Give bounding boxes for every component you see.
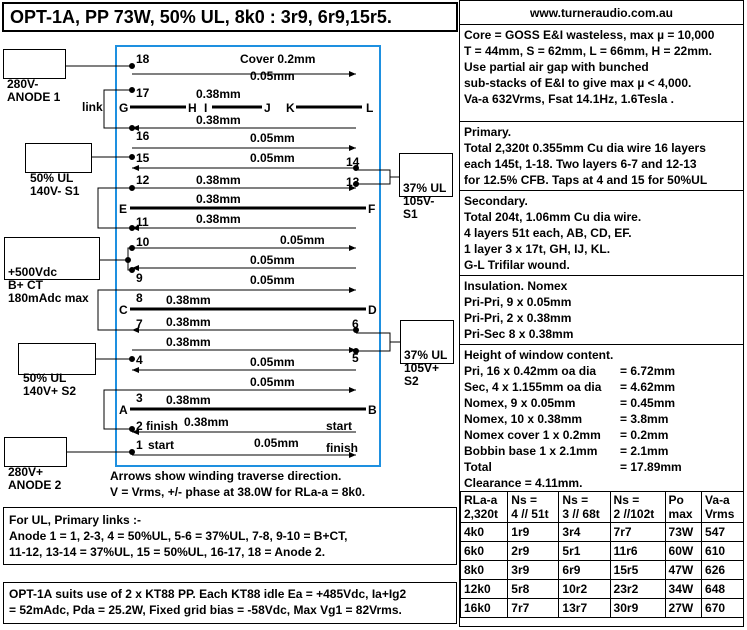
table-cell: 2r9	[508, 542, 559, 561]
anode2-label: 280V+ ANODE 2	[4, 437, 67, 467]
ul50-s2-label: 50% UL 140V+ S2	[18, 343, 96, 375]
table-cell: 13r7	[559, 599, 610, 618]
table-header: Va-a Vrms	[702, 492, 744, 523]
height-row	[464, 411, 739, 427]
pin-label: 4	[136, 353, 143, 367]
height-row	[464, 363, 739, 379]
dim-label: 0.05mm	[250, 151, 295, 165]
pin-label: 6	[352, 317, 359, 331]
ul-links-line: Anode 1 = 1, 2-3, 4 = 50%UL, 5-6 = 37%UL, 7-8, 9-10 = B+CT,	[9, 529, 348, 543]
dim-label: 0.38mm	[184, 415, 229, 429]
link-14-13	[356, 170, 390, 184]
table-cell: 5r8	[508, 580, 559, 599]
table-row	[461, 599, 744, 618]
table-cell: 27W	[665, 599, 702, 618]
sec-pin-label: A	[119, 403, 128, 417]
pin-label: 2	[136, 419, 143, 433]
terminal-dot	[126, 258, 131, 263]
pin-label: 3	[136, 391, 143, 405]
insulation-line: Pri-Sec 8 x 0.38mm	[464, 327, 574, 341]
table-cell: 23r2	[610, 580, 665, 599]
height-row-value: = 6.72mm	[620, 364, 676, 378]
link-label: link	[82, 100, 103, 114]
core-heading: Core = GOSS E&I wasteless, max µ = 10,000	[464, 28, 715, 42]
core-line: T = 44mm, S = 62mm, L = 66mm, H = 22mm.	[464, 44, 712, 58]
table-cell: 626	[702, 561, 744, 580]
dim-label: 0.38mm	[196, 87, 241, 101]
secondary-section	[460, 190, 743, 275]
sec-pin-label: D	[368, 303, 377, 317]
table-cell: 30r9	[610, 599, 665, 618]
secondary-heading: Secondary.	[464, 194, 528, 208]
height-row	[464, 395, 739, 411]
height-row-value: = 3.8mm	[620, 412, 669, 426]
dim-label: 0.05mm	[250, 253, 295, 267]
table-cell: 6r9	[559, 561, 610, 580]
pin-label: 1	[136, 438, 143, 452]
start-label: start	[326, 419, 353, 433]
clearance-line: Clearance = 4.11mm.	[464, 476, 583, 490]
dim-label: 0.38mm	[196, 113, 241, 127]
table-cell: 11r6	[610, 542, 665, 561]
pin-label: 8	[136, 291, 143, 305]
pin-label: 11	[136, 215, 149, 229]
terminal-dot	[130, 268, 135, 273]
table-header: Ns = 2 //102t	[610, 492, 665, 523]
terminal-dot	[130, 427, 135, 432]
sec-pin-label: F	[368, 202, 376, 216]
table-header: Ns = 3 // 68t	[559, 492, 610, 523]
insulation-line: Pri-Pri, 2 x 0.38mm	[464, 311, 572, 325]
dim-label: 0.38mm	[196, 192, 241, 206]
secondary-line: 4 layers 51t each, AB, CD, EF.	[464, 226, 632, 240]
table-cell: 8k0	[461, 561, 508, 580]
table-cell: 7r7	[508, 599, 559, 618]
height-row-label: Nomex, 10 x 0.38mm	[464, 412, 583, 426]
ratio-table	[460, 491, 744, 618]
height-row-label: Nomex, 9 x 0.05mm	[464, 396, 576, 410]
finish-label: finish	[146, 419, 178, 433]
insulation-heading: Insulation. Nomex	[464, 279, 568, 293]
note-line: OPT-1A suits use of 2 x KT88 PP. Each KT88 idle Ea = +485Vdc, Ia+Ig2	[9, 587, 407, 601]
dim-label: 0.05mm	[250, 355, 295, 369]
table-cell: 4k0	[461, 523, 508, 542]
pin-label: 10	[136, 235, 150, 249]
height-row-value: = 4.62mm	[620, 380, 676, 394]
table-cell: 47W	[665, 561, 702, 580]
dim-label: 0.05mm	[250, 273, 295, 287]
table-cell: 3r4	[559, 523, 610, 542]
height-row-label: Sec, 4 x 1.155mm oa dia	[464, 380, 602, 394]
primary-section	[460, 121, 743, 190]
table-cell: 3r9	[508, 561, 559, 580]
height-row-label: Bobbin base 1 x 2.1mm	[464, 444, 598, 458]
bplus-ct-label: +500Vdc B+ CT 180mAdc max	[4, 237, 100, 280]
cover-dim: Cover 0.2mm	[240, 52, 316, 66]
pin-label: 14	[346, 155, 360, 169]
dim-label: 0.05mm	[280, 233, 325, 247]
insulation-section	[460, 275, 743, 344]
sec-pin-label: E	[119, 202, 128, 216]
table-row	[461, 561, 744, 580]
terminal-dot	[130, 357, 135, 362]
dim-label: 0.05mm	[254, 436, 299, 450]
table-row	[461, 523, 744, 542]
table-cell: 5r1	[559, 542, 610, 561]
dim-label: 0.05mm	[250, 375, 295, 389]
dim-label: 0.05mm	[250, 69, 295, 83]
core-line: Use partial air gap with bunched	[464, 60, 649, 74]
table-cell: 7r7	[610, 523, 665, 542]
link-6-5	[356, 333, 390, 351]
table-cell: 12k0	[461, 580, 508, 599]
height-section	[460, 344, 743, 491]
ul-links-heading: For UL, Primary links :-	[9, 513, 142, 527]
height-row	[464, 459, 739, 475]
pin-label: 16	[136, 129, 150, 143]
pin-label: 7	[136, 317, 143, 331]
pin-label: 13	[346, 175, 360, 189]
diagram-caption-2: V = Vrms, +/- phase at 38.0W for RLa-a = 8k0.	[110, 485, 366, 499]
website-label: www.turneraudio.com.au	[530, 6, 673, 20]
dim-label: 0.38mm	[166, 293, 211, 307]
pin-label: 5	[352, 351, 359, 365]
secondary-line: Total 204t, 1.06mm Cu dia wire.	[464, 210, 642, 224]
height-row-label: Nomex cover 1 x 0.2mm	[464, 428, 601, 442]
primary-line: Total 2,320t 0.355mm Cu dia wire 16 layers	[464, 141, 706, 155]
height-row-value: = 0.2mm	[620, 428, 669, 442]
sec-pin-label: K	[286, 101, 295, 115]
ul37-s1-label: 37% UL 105V- S1	[399, 153, 453, 197]
height-row-label: Total	[464, 460, 492, 474]
insulation-line: Pri-Pri, 9 x 0.05mm	[464, 295, 572, 309]
sec-pin-label: C	[119, 303, 128, 317]
sec-pin-label: L	[366, 101, 374, 115]
height-row-value: = 0.45mm	[620, 396, 676, 410]
terminal-dot	[130, 126, 135, 131]
pin-label: 15	[136, 151, 150, 165]
pin-label: 17	[136, 86, 150, 100]
dim-label: 0.38mm	[196, 212, 241, 226]
ul37-s2-label: 37% UL 105V+ S2	[400, 320, 454, 364]
secondary-line: G-L Trifilar wound.	[464, 258, 570, 272]
height-row-value: = 17.89mm	[620, 460, 682, 474]
core-line: sub-stacks of E&I to give max µ < 4,000.	[464, 76, 692, 90]
height-row	[464, 427, 739, 443]
table-cell: 1r9	[508, 523, 559, 542]
tube-note-box	[3, 582, 457, 624]
dim-label: 0.38mm	[166, 315, 211, 329]
anode1-label: 280V- ANODE 1	[3, 49, 66, 79]
height-heading: Height of window content.	[464, 348, 614, 362]
sec-pin-label: G	[119, 101, 129, 115]
finish-label: finish	[326, 441, 358, 455]
terminal-dot	[130, 226, 135, 231]
table-header: RLa-a 2,320t	[461, 492, 508, 523]
core-section	[460, 24, 743, 121]
ul50-s1-label: 50% UL 140V- S1	[25, 143, 92, 173]
secondary-line: 1 layer 3 x 17t, GH, IJ, KL.	[464, 242, 611, 256]
table-cell: 73W	[665, 523, 702, 542]
table-cell: 6k0	[461, 542, 508, 561]
sec-pin-label: I	[204, 101, 208, 115]
pin-label: 9	[136, 271, 143, 285]
ul-links-box	[3, 507, 457, 565]
bobbin-outline	[116, 46, 380, 466]
pin-label: 18	[136, 52, 150, 66]
terminal-dot	[130, 155, 135, 160]
table-row	[461, 542, 744, 561]
sec-pin-label: B	[368, 403, 377, 417]
table-header: Ns = 4 // 51t	[508, 492, 559, 523]
note-line: = 52mAdc, Pda = 25.2W, Fixed grid bias = -58Vdc, Max Vg1 = 82Vrms.	[9, 603, 402, 617]
primary-heading: Primary.	[464, 125, 512, 139]
table-cell: 10r2	[559, 580, 610, 599]
table-cell: 547	[702, 523, 744, 542]
table-cell: 648	[702, 580, 744, 599]
table-cell: 60W	[665, 542, 702, 561]
table-cell: 16k0	[461, 599, 508, 618]
sec-pin-label: H	[188, 101, 197, 115]
primary-line: for 12.5% CFB. Taps at 4 and 15 for 50%UL	[464, 173, 708, 187]
table-row	[461, 580, 744, 599]
table-cell: 15r5	[610, 561, 665, 580]
dim-label: 0.38mm	[166, 335, 211, 349]
table-cell: 670	[702, 599, 744, 618]
table-header: Po max	[665, 492, 702, 523]
page-title: OPT-1A, PP 73W, 50% UL, 8k0 : 3r9, 6r9,15r5.	[2, 2, 458, 32]
sec-pin-label: J	[264, 101, 271, 115]
height-row-value: = 2.1mm	[620, 444, 669, 458]
height-row	[464, 379, 739, 395]
link-3-2	[104, 390, 132, 429]
terminal-dot	[130, 64, 135, 69]
terminal-dot	[130, 450, 135, 455]
dim-label: 0.38mm	[166, 393, 211, 407]
table-cell: 34W	[665, 580, 702, 599]
height-row-label: Pri, 16 x 0.42mm oa dia	[464, 364, 597, 378]
ul-links-line: 11-12, 13-14 = 37%UL, 15 = 50%UL, 16-17, 18 = Anode 2.	[9, 545, 326, 559]
table-cell: 610	[702, 542, 744, 561]
start-label: start	[148, 438, 175, 452]
core-line: Va-a 632Vrms, Fsat 14.1Hz, 1.6Tesla .	[464, 92, 674, 106]
dim-label: 0.38mm	[196, 173, 241, 187]
pin-label: 12	[136, 173, 150, 187]
diagram-caption-1: Arrows show winding traverse direction.	[110, 469, 342, 483]
terminal-dot	[130, 88, 135, 93]
dim-label: 0.05mm	[250, 131, 295, 145]
primary-line: each 145t, 1-18. Two layers 6-7 and 12-13	[464, 157, 697, 171]
height-row	[464, 443, 739, 459]
